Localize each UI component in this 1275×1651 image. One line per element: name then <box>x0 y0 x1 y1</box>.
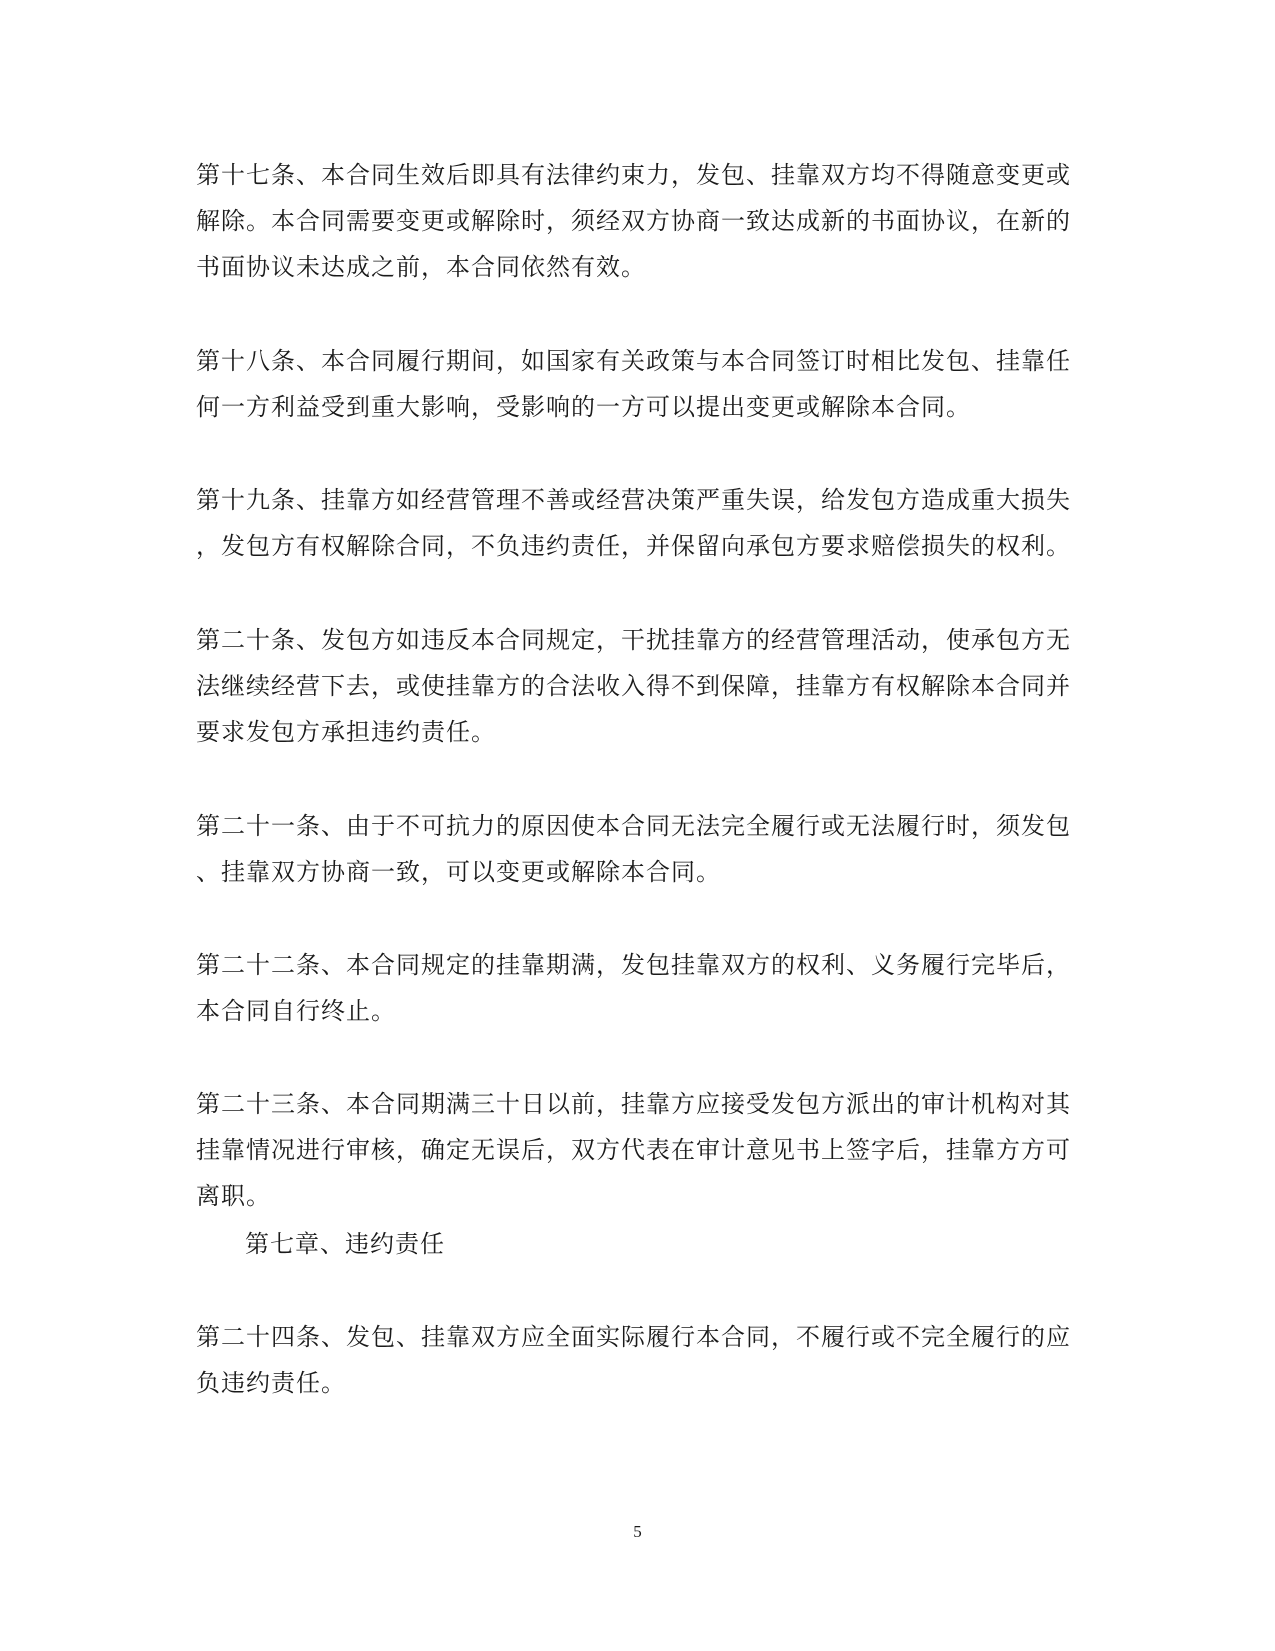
article-19-line-2: ，发包方有权解除合同，不负违约责任，并保留向承包方要求赔偿损失的权利。 <box>196 532 1071 560</box>
article-18 <box>196 338 1076 430</box>
article-24 <box>196 1314 1076 1406</box>
article-20 <box>196 617 1076 755</box>
article-20-line-3: 要求发包方承担违约责任。 <box>196 718 496 746</box>
article-23-line-3: 离职。 <box>196 1182 271 1210</box>
article-17-line-2: 解除。本合同需要变更或解除时，须经双方协商一致达成新的书面协议，在新的 <box>196 207 1071 235</box>
article-17-line-3: 书面协议未达成之前，本合同依然有效。 <box>196 253 646 281</box>
article-18-line-1: 第十八条、本合同履行期间，如国家有关政策与本合同签订时相比发包、挂靠任 <box>196 347 1071 375</box>
article-23-line-2: 挂靠情况进行审核，确定无误后，双方代表在审计意见书上签字后，挂靠方方可 <box>196 1136 1071 1164</box>
article-22-line-2: 本合同自行终止。 <box>196 997 396 1025</box>
article-24-line-1: 第二十四条、发包、挂靠双方应全面实际履行本合同，不履行或不完全履行的应 <box>196 1323 1071 1351</box>
article-23-line-1: 第二十三条、本合同期满三十日以前，挂靠方应接受发包方派出的审计机构对其 <box>196 1090 1071 1118</box>
article-24-line-2: 负违约责任。 <box>196 1369 346 1397</box>
page-number: 5 <box>633 1522 642 1541</box>
chapter-heading: 第七章、违约责任 <box>245 1230 445 1258</box>
article-20-line-2: 法继续经营下去，或使挂靠方的合法收入得不到保障，挂靠方有权解除本合同并 <box>196 672 1071 700</box>
article-22 <box>196 942 1076 1034</box>
article-23 <box>196 1081 1076 1219</box>
article-21-line-2: 、挂靠双方协商一致，可以变更或解除本合同。 <box>196 858 721 886</box>
article-17-line-1: 第十七条、本合同生效后即具有法律约束力，发包、挂靠双方均不得随意变更或 <box>196 161 1071 189</box>
article-19 <box>196 477 1076 569</box>
article-21-line-1: 第二十一条、由于不可抗力的原因使本合同无法完全履行或无法履行时，须发包 <box>196 812 1071 840</box>
article-18-line-2: 何一方利益受到重大影响，受影响的一方可以提出变更或解除本合同。 <box>196 393 971 421</box>
article-21 <box>196 803 1076 895</box>
article-19-line-1: 第十九条、挂靠方如经营管理不善或经营决策严重失误，给发包方造成重大损失 <box>196 486 1071 514</box>
article-17 <box>196 152 1076 290</box>
article-20-line-1: 第二十条、发包方如违反本合同规定，干扰挂靠方的经营管理活动，使承包方无 <box>196 626 1071 654</box>
article-22-line-1: 第二十二条、本合同规定的挂靠期满，发包挂靠双方的权利、义务履行完毕后， <box>196 951 1071 979</box>
